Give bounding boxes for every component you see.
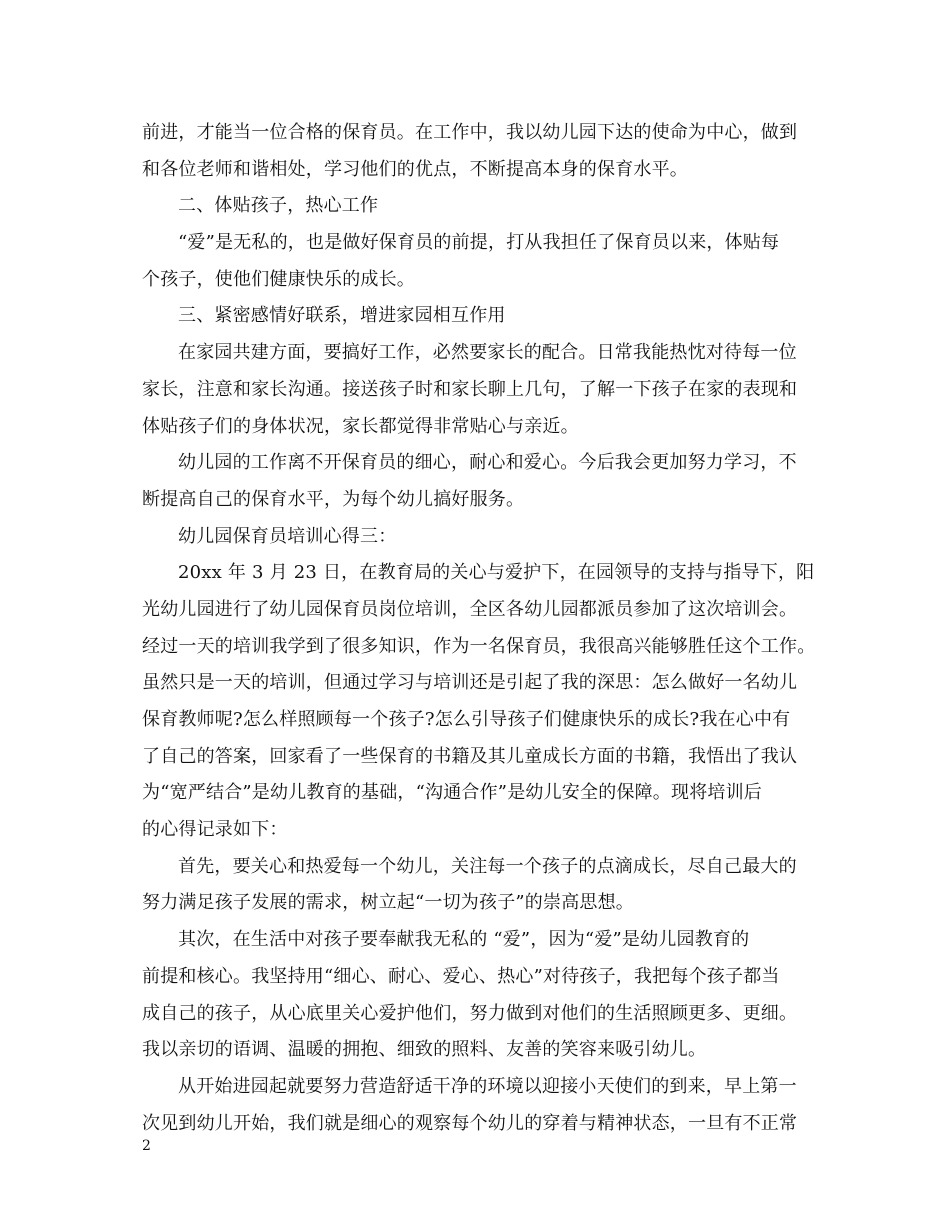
text-line: 虽然只是一天的培训，但通过学习与培训还是引起了我的深思：怎么做好一名幼儿 xyxy=(142,672,798,694)
text-line: 三、紧密感情好联系，增进家园相互作用 xyxy=(178,305,506,327)
text-line: 二、体贴孩子，热心工作 xyxy=(178,195,379,217)
text-line: 成自己的孩子，从心底里关心爱护他们，努力做到对他们的生活照顾更多、更细。 xyxy=(142,1002,798,1024)
text-line: 次见到幼儿开始，我们就是细心的观察每个幼儿的穿着与精神状态，一旦有不正常 xyxy=(142,1112,798,1134)
text-line: 了自己的答案，回家看了一些保育的书籍及其儿童成长方面的书籍，我悟出了我认 xyxy=(142,745,798,767)
text-line: 和各位老师和谐相处，学习他们的优点，不断提高本身的保育水平。 xyxy=(142,158,688,180)
text-line: 在家园共建方面，要搞好工作，必然要家长的配合。日常我能热忱对待每一位 xyxy=(178,342,797,364)
text-line: 经过一天的培训我学到了很多知识，作为一名保育员，我很高兴能够胜任这个工作。 xyxy=(142,635,816,657)
text-line: 体贴孩子们的身体状况，家长都觉得非常贴心与亲近。 xyxy=(142,415,579,437)
text-line: 光幼儿园进行了幼儿园保育员岗位培训，全区各幼儿园都派员参加了这次培训会。 xyxy=(142,598,798,620)
text-line: 个孩子，使他们健康快乐的成长。 xyxy=(142,268,415,290)
text-line: 前进，才能当一位合格的保育员。在工作中，我以幼儿园下达的使命为中心，做到 xyxy=(142,122,798,143)
text-line: “爱”是无私的，也是做好保育员的前提，打从我担任了保育员以来，体贴每 xyxy=(178,232,780,254)
document-body xyxy=(142,115,816,1142)
text-line: 的心得记录如下： xyxy=(142,819,288,841)
text-line: 20xx 年 3 月 23 日，在教育局的关心与爱护下，在园领导的支持与指导下，阳 xyxy=(178,562,815,584)
text-line: 断提高自己的保育水平，为每个幼儿搞好服务。 xyxy=(142,488,525,510)
text-line: 幼儿园保育员培训心得三： xyxy=(178,525,397,547)
text-line: 我以亲切的语调、温暖的拥抱、细致的照料、友善的笑容来吸引幼儿。 xyxy=(142,1039,707,1061)
text-line: 幼儿园的工作离不开保育员的细心，耐心和爱心。今后我会更加努力学习，不 xyxy=(178,452,797,474)
text-line: 其次，在生活中对孩子要奉献我无私的 “爱”，因为“爱”是幼儿园教育的 xyxy=(178,929,750,951)
text-line: 努力满足孩子发展的需求，树立起“一切为孩子”的崇高思想。 xyxy=(142,892,635,914)
text-line: 家长，注意和家长沟通。接送孩子时和家长聊上几句，了解一下孩子在家的表现和 xyxy=(142,378,798,400)
text-line: 从开始进园起就要努力营造舒适干净的环境以迎接小天使们的到来，早上第一 xyxy=(178,1075,797,1097)
text-line: 首先，要关心和热爱每一个幼儿，关注每一个孩子的点滴成长，尽自己最大的 xyxy=(178,855,797,877)
text-line: 前提和核心。我坚持用“细心、耐心、爱心、热心”对待孩子，我把每个孩子都当 xyxy=(142,965,780,987)
text-line: 为“宽严结合”是幼儿教育的基础，“沟通合作”是幼儿安全的保障。现将培训后 xyxy=(142,782,763,804)
page-number: 2 xyxy=(142,1138,151,1154)
text-line: 保育教师呢?怎么样照顾每一个孩子?怎么引导孩子们健康快乐的成长?我在心中有 xyxy=(142,709,791,730)
